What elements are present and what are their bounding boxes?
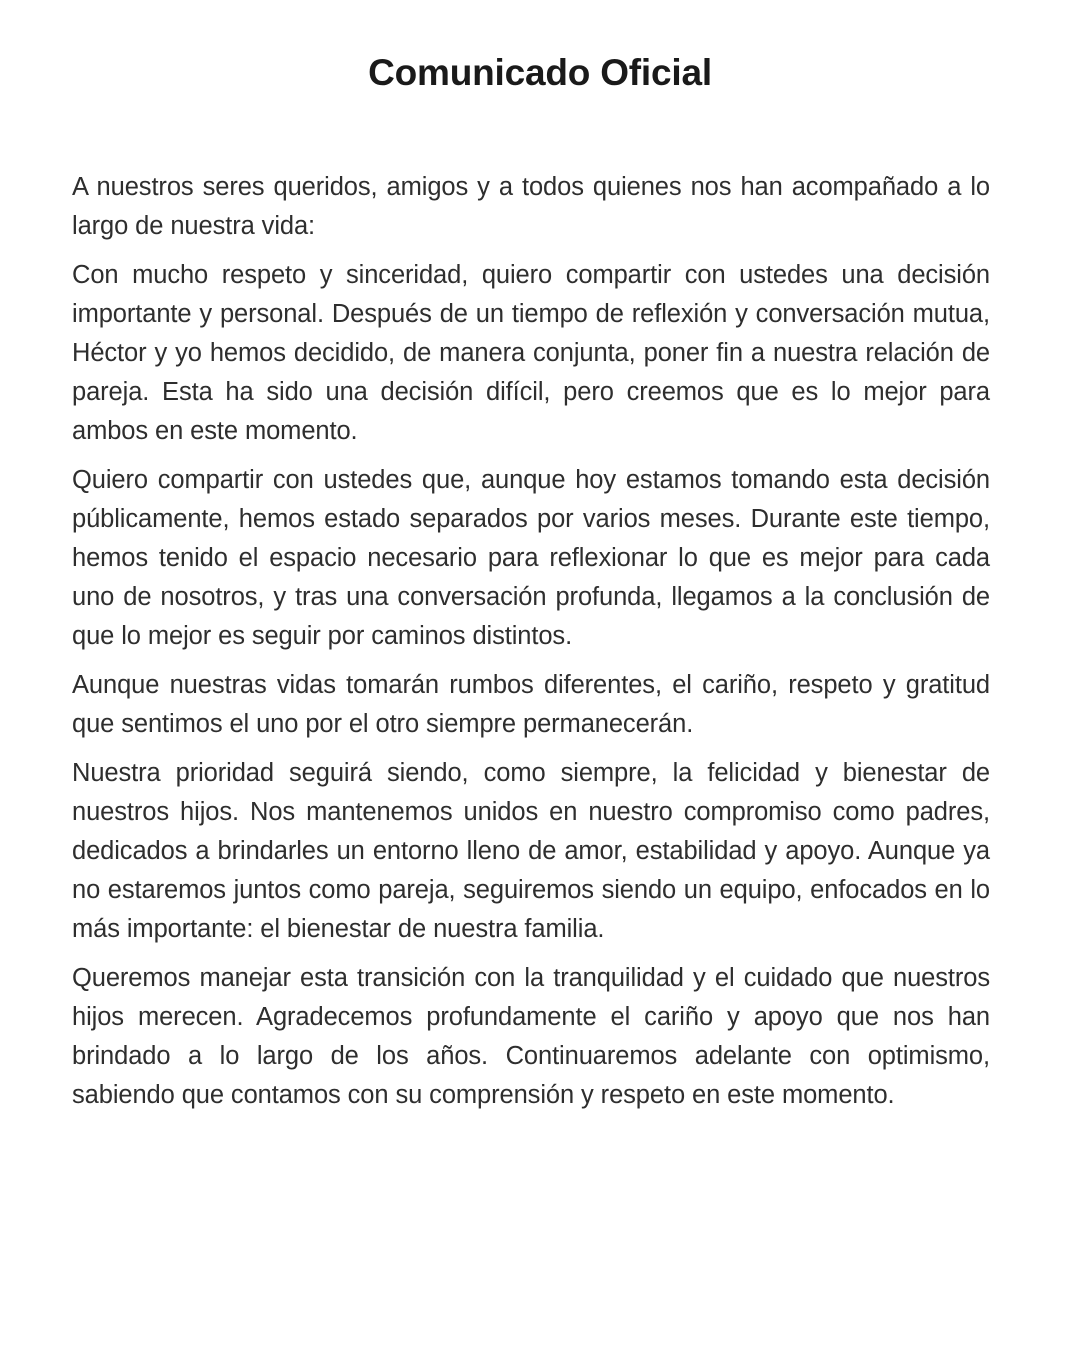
statement-body xyxy=(72,168,990,1115)
paragraph-separation-context: Quiero compartir con ustedes que, aunque hoy estamos tomando esta decisión públicamente, hemos estado separados por varios meses. Durante este tiempo, hemos tenido el espacio necesario para reflexionar lo que es mejor para cada uno de nosotros, y tras una conversación profunda, llegamos a la conclusión de que lo mejor es seguir por caminos distintos. xyxy=(72,466,990,650)
paragraph-children-priority: Nuestra prioridad seguirá siendo, como siempre, la felicidad y bienestar de nuestros hijos. Nos mantenemos unidos en nuestro compromiso como padres, dedicados a brindarles un entorno lleno de amor, estabilidad y apoyo. Aunque ya no estaremos juntos como pareja, seguiremos siendo un equipo, enfocados en lo más importante: el bienestar de nuestra familia. xyxy=(72,759,990,943)
page-title: Comunicado Oficial xyxy=(368,52,712,93)
paragraph-mutual-respect: Aunque nuestras vidas tomarán rumbos diferentes, el cariño, respeto y gratitud que sentimos el uno por el otro siempre permanecerán. xyxy=(72,671,990,738)
paragraph-closing-thanks: Queremos manejar esta transición con la tranquilidad y el cuidado que nuestros hijos merecen. Agradecemos profundamente el cariño y apoyo que nos han brindado a lo largo de los años. Continuaremos adelante con optimismo, sabiendo que contamos con su comprensión y respeto en este momento. xyxy=(72,964,990,1109)
paragraph-announcement: Con mucho respeto y sinceridad, quiero compartir con ustedes una decisión importante y personal. Después de un tiempo de reflexión y conversación mutua, Héctor y yo hemos decidido, de manera conjunta, poner fin a nuestra relación de pareja. Esta ha sido una decisión difícil, pero creemos que es lo mejor para ambos en este momento. xyxy=(72,261,990,445)
paragraph-salutation: A nuestros seres queridos, amigos y a todos quienes nos han acompañado a lo largo de nuestra vida: xyxy=(72,173,990,240)
